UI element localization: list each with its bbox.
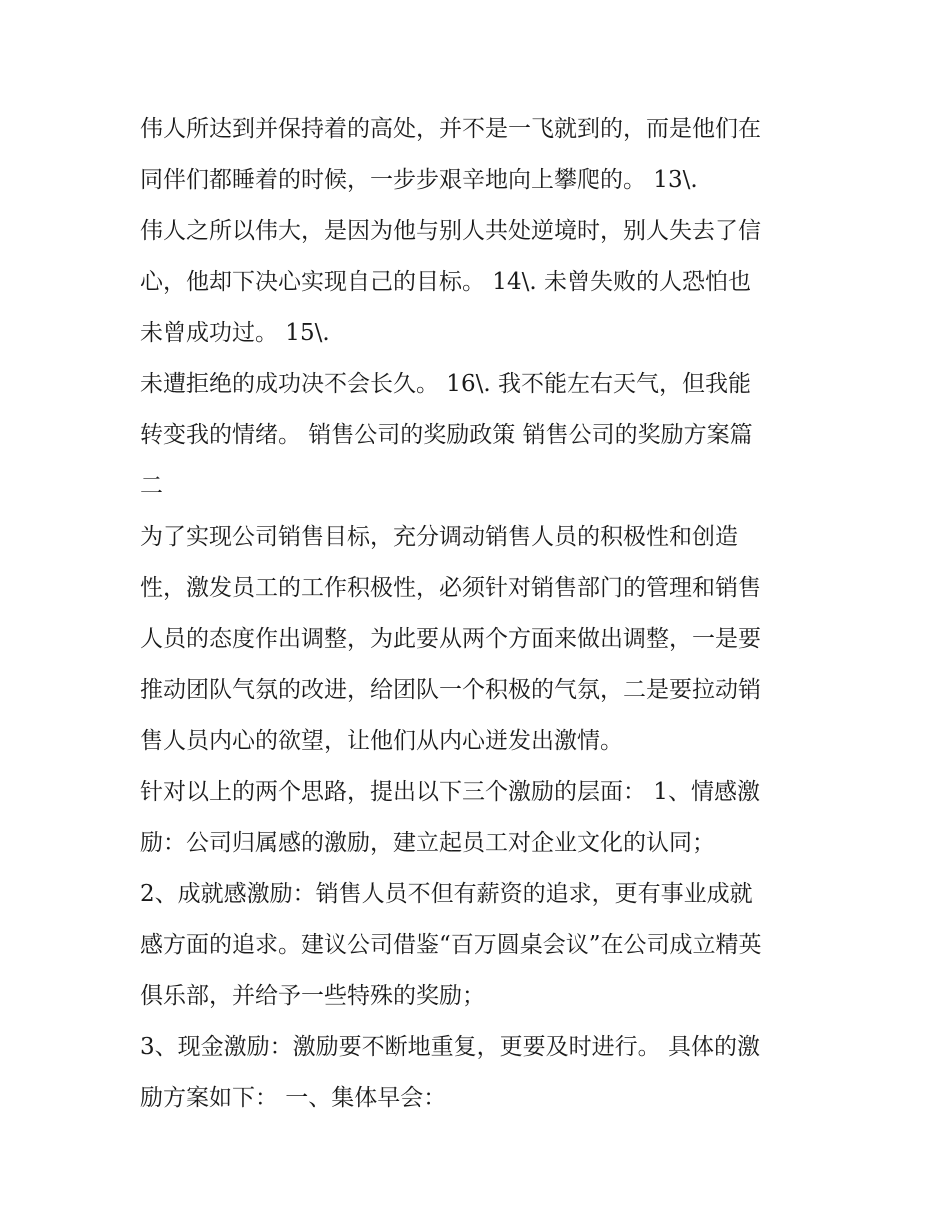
text-line: 伟人所达到并保持着的高处，并不是一飞就到的，而是他们在: [140, 116, 761, 142]
text-line: 为了实现公司销售目标，充分调动销售人员的积极性和创造: [140, 524, 738, 550]
text-line: 推动团队气氛的改进，给团队一个积极的气氛，二是要拉动销: [140, 677, 761, 703]
text-line: 同伴们都睡着的时候，一步步艰辛地向上攀爬的。 13\.: [140, 167, 698, 193]
text-line: 售人员内心的欲望，让他们从内心迸发出激情。: [140, 728, 623, 754]
text-line: 性，激发员工的工作积极性，必须针对销售部门的管理和销售: [140, 575, 761, 601]
text-line: 心，他却下决心实现自己的目标。 14\. 未曾失败的人恐怕也: [140, 269, 751, 295]
body-text: [140, 104, 820, 1124]
text-line: 未遭拒绝的成功决不会长久。 16\. 我不能左右天气，但我能: [140, 371, 751, 397]
text-line: 俱乐部，并给予一些特殊的奖励；: [140, 983, 485, 1009]
text-line: 3、现金激励：激励要不断地重复，更要及时进行。 具体的激: [140, 1034, 760, 1060]
text-line: 二: [140, 473, 163, 499]
text-line: 2、成就感激励：销售人员不但有薪资的追求，更有事业成就: [140, 881, 753, 907]
text-line: 励方案如下： 一、集体早会：: [140, 1085, 447, 1111]
text-line: 针对以上的两个思路，提出以下三个激励的层面： 1、情感激: [140, 779, 760, 805]
text-line: 未曾成功过。 15\.: [140, 320, 330, 346]
text-line: 伟人之所以伟大，是因为他与别人共处逆境时，别人失去了信: [140, 218, 761, 244]
text-line: 感方面的追求。建议公司借鉴“百万圆桌会议”在公司成立精英: [140, 932, 762, 958]
text-line: 励：公司归属感的激励，建立起员工对企业文化的认同；: [140, 830, 715, 856]
text-line: 转变我的情绪。 销售公司的奖励政策 销售公司的奖励方案篇: [140, 422, 753, 448]
text-line: 人员的态度作出调整，为此要从两个方面来做出调整，一是要: [140, 626, 761, 652]
